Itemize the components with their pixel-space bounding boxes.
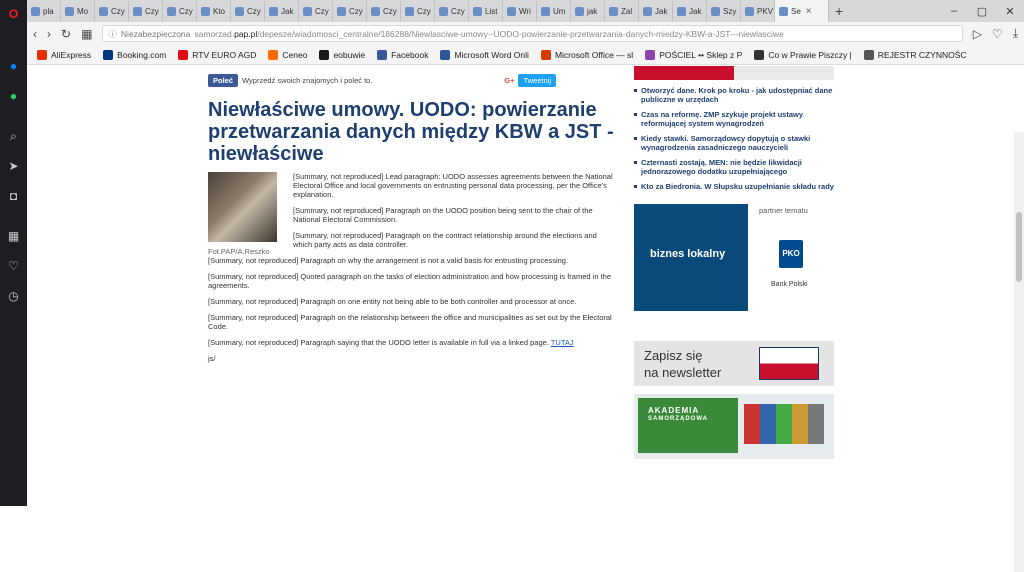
tab-favicon-icon [473,7,482,16]
address-bar [27,22,1024,45]
akademia-subtitle: SAMORZĄDOWA [648,416,708,422]
browser-tab[interactable] [707,0,741,22]
article-body [208,256,618,363]
bookmark-favicon-icon [319,50,329,60]
tab-title: Szy [723,6,737,16]
bullet-icon [634,137,637,140]
tab-title: Jak [655,6,668,16]
rail-news-item[interactable] [634,182,834,191]
article-lead [208,172,618,256]
browser-tab[interactable] [775,0,829,22]
tab-favicon-icon [745,7,754,16]
browser-tab[interactable] [469,0,503,22]
gplus-button[interactable]: G+ [504,75,515,85]
tab-favicon-icon [439,7,448,16]
newsletter-line1: Zapisz się [644,348,703,363]
tab-title: Czy [383,6,397,16]
biznes-lokalny-ad[interactable] [634,204,834,311]
url-path: /depesze/wiadomosci_centralne/186288/Niewlasciwe-umowy--UODO-powierzanie-przetwarzania-danych-miedzy-KBW-a-JST---niewlasciwe [257,28,784,39]
tab-favicon-icon [371,7,380,16]
rail-tab-inactive[interactable] [734,66,834,80]
envelope-icon [759,347,819,380]
tabs-grid-icon[interactable]: ▦ [81,26,93,41]
tab-favicon-icon [711,7,720,16]
ad-title: biznes lokalny [650,248,726,260]
bookmark-favicon-icon [864,50,874,60]
body-paragraph [208,338,618,347]
bookmark-favicon-icon [754,50,764,60]
browser-tab[interactable] [673,0,707,22]
send-icon[interactable]: ➤ [8,159,19,173]
facebook-share-button[interactable]: Poleć [208,74,238,87]
article-headline: Niewłaściwe umowy. UODO: powierzanie przetwarzania danych między KBW a JST - niewłaściwe [208,99,614,165]
bookmark-item[interactable] [103,50,166,60]
messenger-icon[interactable]: ● [9,59,18,73]
browser-tab[interactable] [741,0,775,22]
rail-news-link[interactable]: Czternasti zostają. MEN: nie będzie likwidacji jednorazowego dodatku uzupełniającego [641,158,802,176]
history-icon[interactable]: ◷ [8,289,19,303]
bookmark-label: Co w Prawie Piszczy | [768,49,852,60]
ad-partner-label: partner tematu [759,206,808,215]
bookmark-label: Facebook [391,49,429,60]
tab-favicon-icon [405,7,414,16]
forward-icon[interactable]: › [47,26,51,41]
window-controls [940,5,1024,18]
browser-tab[interactable] [435,0,469,22]
rail-news-item[interactable] [634,158,834,176]
scroll-thumb[interactable] [1016,212,1022,282]
bank-name: Bank Polski [771,281,808,288]
browser-tab[interactable] [231,0,265,22]
tab-favicon-icon [541,7,550,16]
article-photo[interactable] [208,172,277,242]
tab-title: Wri [519,6,531,16]
bookmark-item[interactable] [377,50,428,60]
bookmark-item[interactable] [541,50,633,60]
body-paragraph [208,313,618,331]
rail-news-item[interactable] [634,110,834,128]
browser-tab[interactable] [95,0,129,22]
bookmark-favicon-icon [440,50,450,60]
browser-tab[interactable] [333,0,367,22]
tab-favicon-icon [575,7,584,16]
tab-title: Czy [247,6,261,16]
akademia-title: AKADEMIA [648,406,700,415]
tab-favicon-icon [31,7,40,16]
body-paragraph [208,256,618,265]
tab-title: Um [553,6,566,16]
bookmark-favicon-icon [37,50,47,60]
browser-tab[interactable] [571,0,605,22]
body-paragraph-text: [Summary, not reproduced] Paragraph on one entity not being able to be both controller and processor at once. [208,297,577,306]
rail-news-list [634,86,834,191]
rail-tab-active[interactable] [634,66,734,80]
new-tab-button[interactable]: + [835,3,844,19]
bookmark-heart-icon[interactable]: ♡ [991,26,1003,41]
browser-tab[interactable] [367,0,401,22]
bullet-icon [634,113,637,116]
url-domain: pap.pl [234,28,258,39]
tab-title: Czy [179,6,193,16]
browser-sidebar [0,0,27,506]
tab-title: pla [43,6,54,16]
bookmark-label: Ceneo [282,49,308,60]
rail-news-item[interactable] [634,134,834,152]
bookmark-label: RTV EURO AGD [192,49,257,60]
lead-paragraph: [Summary, not reproduced] Lead paragraph: UODO assesses agreements between the National Electoral Office and local governments on entrusting personal data processing, per the Office's explanation. [293,172,613,199]
bookmark-item[interactable] [178,50,256,60]
browser-tab[interactable] [299,0,333,22]
browser-tab[interactable] [537,0,571,22]
tab-favicon-icon [99,7,108,16]
browser-tab[interactable] [401,0,435,22]
photo-caption: Fot.PAP/A.Reszko [208,247,270,256]
browser-tab[interactable] [265,0,299,22]
browser-tab[interactable] [61,0,95,22]
bookmark-item[interactable] [319,50,365,60]
tab-favicon-icon [303,7,312,16]
body-paragraph-text: [Summary, not reproduced] Paragraph on the relationship between the office and municipalities as set out by the Electoral Code. [208,313,612,331]
tab-favicon-icon [507,7,516,16]
bookmark-item[interactable] [268,50,307,60]
newsletter-ad[interactable] [634,341,834,386]
bookmark-favicon-icon [103,50,113,60]
whatsapp-icon[interactable]: ● [9,89,18,103]
tab-favicon-icon [167,7,176,16]
tab-title: List [485,6,498,16]
rail-news-link[interactable]: Czas na reformę. ZMP szykuje projekt ustawy reformującej system wynagrodzeń [641,110,804,128]
tab-title: jak [587,6,598,16]
browser-tab[interactable] [163,0,197,22]
akademia-ad[interactable] [634,394,834,459]
browser-tab[interactable] [639,0,673,22]
web-page [27,66,1024,506]
bookmark-label: POŚCIEL •• Sklep z P [659,49,743,60]
body-paragraph-text: [Summary, not reproduced] Paragraph saying that the UODO letter is available in full via a linked page. [208,338,549,347]
browser-tab[interactable] [197,0,231,22]
books-image [744,404,824,444]
maximize-icon[interactable]: ▢ [976,5,988,18]
browser-tab[interactable] [605,0,639,22]
scrollbar[interactable] [1014,132,1024,572]
tab-favicon-icon [65,7,74,16]
bookmark-item[interactable] [440,50,528,60]
bookmark-item[interactable] [754,50,851,60]
opera-logo-icon[interactable]: O [8,7,19,21]
bookmark-favicon-icon [268,50,278,60]
tab-favicon-icon [201,7,210,16]
security-label[interactable]: Niezabezpieczona [120,28,191,39]
article-column [208,66,618,370]
tab-favicon-icon [133,7,142,16]
tab-title: Czy [315,6,329,16]
body-paragraph-text: [Summary, not reproduced] Quoted paragraph on the tasks of election administration and how processing is framed in the agreements. [208,272,612,290]
tab-title: Mo [77,6,89,16]
bookmark-label: Microsoft Office — sl [554,49,634,60]
bullet-icon [634,89,637,92]
back-icon[interactable]: ‹ [33,26,37,41]
tab-title: Czy [349,6,363,16]
speed-dial-icon[interactable]: ▦ [7,229,20,243]
tab-title: Jak [281,6,294,16]
bookmark-item[interactable] [37,50,91,60]
bullet-icon [634,161,637,164]
tab-title: Czy [417,6,431,16]
tab-title: Se [791,6,801,16]
close-tab-icon[interactable]: × [805,5,812,17]
tab-title: PKV [757,6,774,16]
lead-paragraph: [Summary, not reproduced] Paragraph on the contract relationship around the elections and which party acts as data controller. [293,231,597,249]
tab-title: Kto [213,6,226,16]
minimize-icon[interactable]: – [950,4,958,17]
bookmark-label: REJESTR CZYNNOŚC [877,49,967,60]
url-prefix: samorzad. [194,28,235,39]
facebook-share-text: Wyprzedź swoich znajomych i poleć to. [242,75,373,85]
camera-icon[interactable]: ◘ [9,189,18,203]
article-signature: js/ [208,354,216,363]
body-paragraph [208,297,618,306]
tab-favicon-icon [779,7,788,16]
browser-tab[interactable] [503,0,537,22]
body-paragraph-text: [Summary, not reproduced] Paragraph on why the arrangement is not a valid basis for entrusting processing. [208,256,569,265]
rail-tabs [634,66,834,80]
pko-logo-icon: PKO [779,240,803,268]
rail-news-link[interactable]: Kto za Biedronia. W Słupsku uzupełnianie składu rady [641,182,834,191]
tab-title: Czy [145,6,159,16]
tab-favicon-icon [269,7,278,16]
bookmark-label: Microsoft Word Onli [454,49,529,60]
rail-news-link[interactable]: Kiedy stawki. Samorządowcy dopytują o stawki wynagrodzenia zasadniczego nauczycieli [641,134,811,152]
browser-tab[interactable] [27,0,61,22]
url-field[interactable] [102,25,962,42]
search-icon[interactable]: ⌕ [10,129,17,143]
bookmark-label: eobuwie [333,49,366,60]
tab-favicon-icon [677,7,686,16]
info-icon[interactable]: ⓘ [108,28,117,39]
tab-favicon-icon [235,7,244,16]
bookmark-favicon-icon [541,50,551,60]
tab-favicon-icon [643,7,652,16]
bookmark-label: AliExpress [51,49,92,60]
bookmark-label: Booking.com [117,49,167,60]
close-window-icon[interactable]: ✕ [1005,5,1015,18]
bookmark-item[interactable] [864,50,967,60]
tab-favicon-icon [337,7,346,16]
body-paragraph [208,272,618,290]
bookmark-favicon-icon [377,50,387,60]
bookmarks-bar [27,45,1024,65]
tab-title: Czy [111,6,125,16]
tab-favicon-icon [609,7,618,16]
bullet-icon [634,185,637,188]
rail-news-link[interactable]: Otworzyć dane. Krok po kroku - jak udostępniać dane publiczne w urzędach [641,86,833,104]
tab-title: Czy [451,6,465,16]
send-page-icon[interactable]: ▷ [972,26,982,41]
lead-paragraph: [Summary, not reproduced] Paragraph on the UODO position being sent to the chair of the National Electoral Commission. [293,206,593,224]
tab-title: Jak [689,6,702,16]
tweet-button[interactable]: Tweetnij [518,74,556,87]
bookmark-favicon-icon [178,50,188,60]
newsletter-line2: na newsletter [644,365,722,380]
heart-icon[interactable]: ♡ [8,259,19,273]
right-rail [634,66,834,459]
rail-news-item[interactable] [634,86,834,104]
reload-icon[interactable]: ↻ [61,26,72,41]
tab-bar [27,0,1024,22]
tutaj-link[interactable]: TUTAJ [550,338,574,347]
browser-tab[interactable] [129,0,163,22]
bookmark-item[interactable] [645,50,742,60]
download-icon[interactable]: ⤓ [1012,26,1018,40]
tab-title: Zal [621,6,633,16]
lead-text [293,172,618,249]
bookmark-favicon-icon [645,50,655,60]
share-bar [208,73,618,87]
